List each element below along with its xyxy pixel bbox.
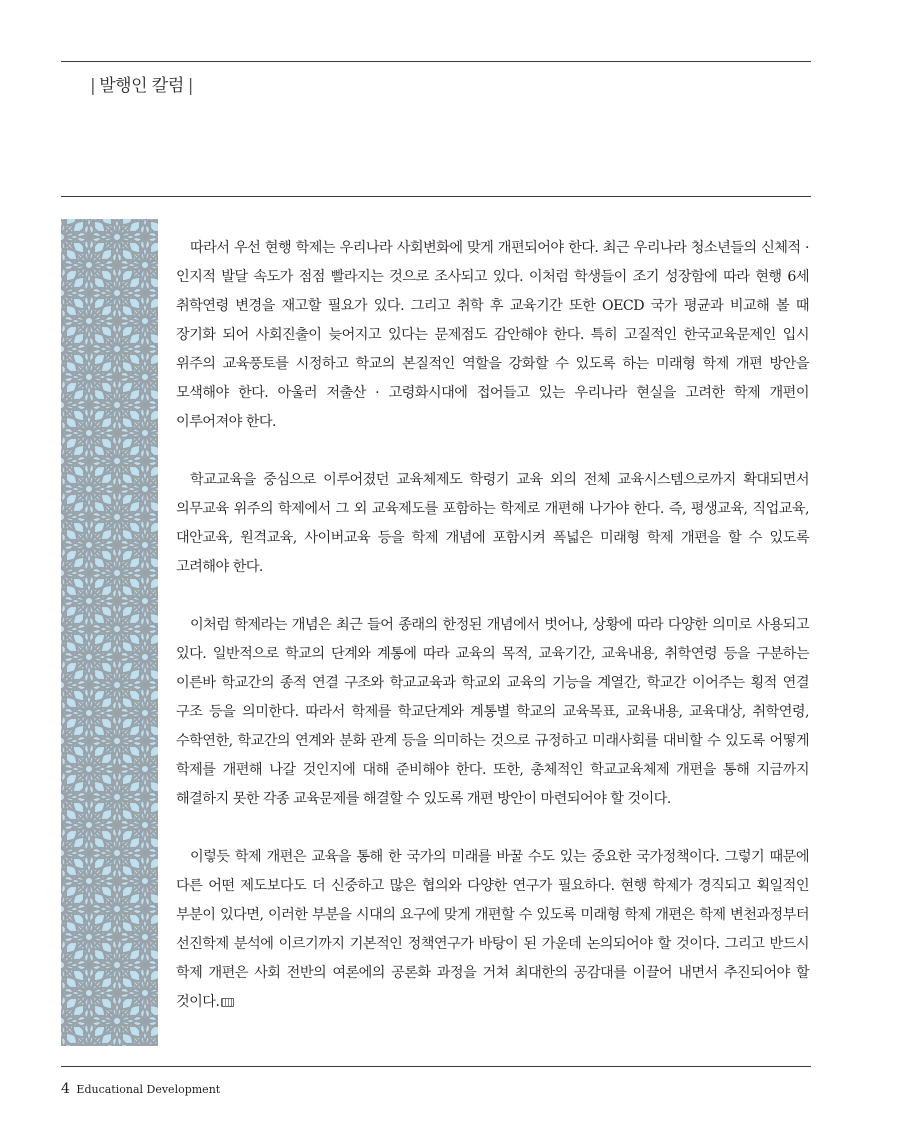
article-body — [176, 234, 809, 1046]
article-paragraph-2: 학교교육을 중심으로 이루어졌던 교육체제도 학령기 교육 외의 전체 교육시스템으로까지 확대되면서 의무교육 위주의 학제에서 그 외 교육제도를 포함하는 학제로 개편해 나가야 한다. 즉, 평생교육, 직업교육, 대안교육, 원격교육, 사이버교육 등을 학제 개념에 포함시켜 폭넓은 미래형 학제 개편을 할 수 있도록 고려해야 한다. — [176, 472, 809, 575]
header-divider — [61, 196, 811, 197]
article-paragraph-1: 따라서 우선 현행 학제는 우리나라 사회변화에 맞게 개편되어야 한다. 최근 우리나라 청소년들의 신체적 · 인지적 발달 속도가 점점 빨라지는 것으로 조사되고 있다. 이처럼 학생들이 조기 성장함에 따라 현행 6세 취학연령 변경을 재고할 필요가 있다. 그리고 취학 후 교육기간 또한 OECD 국가 평균과 비교해 볼 때 장기화 되어 사회진출이 늦어지고 있다는 문제점도 감안해야 한다. 특히 고질적인 한국교육문제인 입시 위주의 교육풍토를 시정하고 학교의 본질적인 역할을 강화할 수 있도록 하는 미래형 학제 개편 방안을 모색해야 한다. 아울러 저출산 · 고령화시대에 접어들고 있는 우리나라 현실을 고려한 학제 개편이 이루어져야 한다. — [176, 240, 809, 430]
floral-rosette-pattern-icon — [61, 219, 158, 1046]
page-footer — [61, 1081, 220, 1097]
article-paragraph-4 — [176, 843, 809, 1017]
header-bar-left: | — [90, 76, 96, 96]
floral-pattern-strip — [61, 219, 158, 1046]
footer-divider — [61, 1066, 811, 1067]
column-header — [86, 71, 197, 96]
header-bar-right: | — [187, 76, 193, 96]
top-divider — [61, 61, 811, 62]
end-of-article-icon — [221, 998, 234, 1007]
publication-name: Educational Development — [76, 1083, 221, 1096]
article-paragraph-4-text: 이렇듯 학제 개편은 교육을 통해 한 국가의 미래를 바꿀 수도 있는 중요한 국가정책이다. 그렇기 때문에 다른 어떤 제도보다도 더 신중하고 많은 협의와 다양한 연구가 필요하다. 현행 학제가 경직되고 획일적인 부분이 있다면, 이러한 부분을 시대의 요구에 맞게 개편할 수 있도록 미래형 학제 개편은 학제 변천과정부터 선진학제 분석에 이르기까지 기본적인 정책연구가 바탕이 된 가운데 논의되어야 할 것이다. 그리고 반드시 학제 개편은 사회 전반의 여론에의 공론화 과정을 거쳐 최대한의 공감대를 이끌어 내면서 추진되어야 할 것이다. — [176, 849, 809, 1010]
article-paragraph-3: 이처럼 학제라는 개념은 최근 들어 종래의 한정된 개념에서 벗어나, 상황에 따라 다양한 의미로 사용되고 있다. 일반적으로 학교의 단계와 계통에 따라 교육의 목적, 교육기간, 교육내용, 취학연령 등을 구분하는 이른바 학교간의 종적 연결 구조와 학교교육과 학교외 교육의 기능을 계열간, 학교간 이어주는 횡적 연결 구조 등을 의미한다. 따라서 학제를 학교단계와 계통별 학교의 교육목표, 교육내용, 교육대상, 취학연령, 수학연한, 학교간의 연계와 분화 관계 등을 의미하는 것으로 규정하고 미래사회를 대비할 수 있도록 어떻게 학제를 개편해 나갈 것인지에 대해 준비해야 한다. 또한, 총체적인 학교교육체제 개편을 통해 지금까지 해결하지 못한 각종 교육문제를 해결할 수 있도록 개편 방안이 마련되어야 할 것이다. — [176, 617, 809, 807]
column-label: 발행인 칼럼 — [99, 76, 184, 96]
page-number: 4 — [61, 1081, 70, 1097]
